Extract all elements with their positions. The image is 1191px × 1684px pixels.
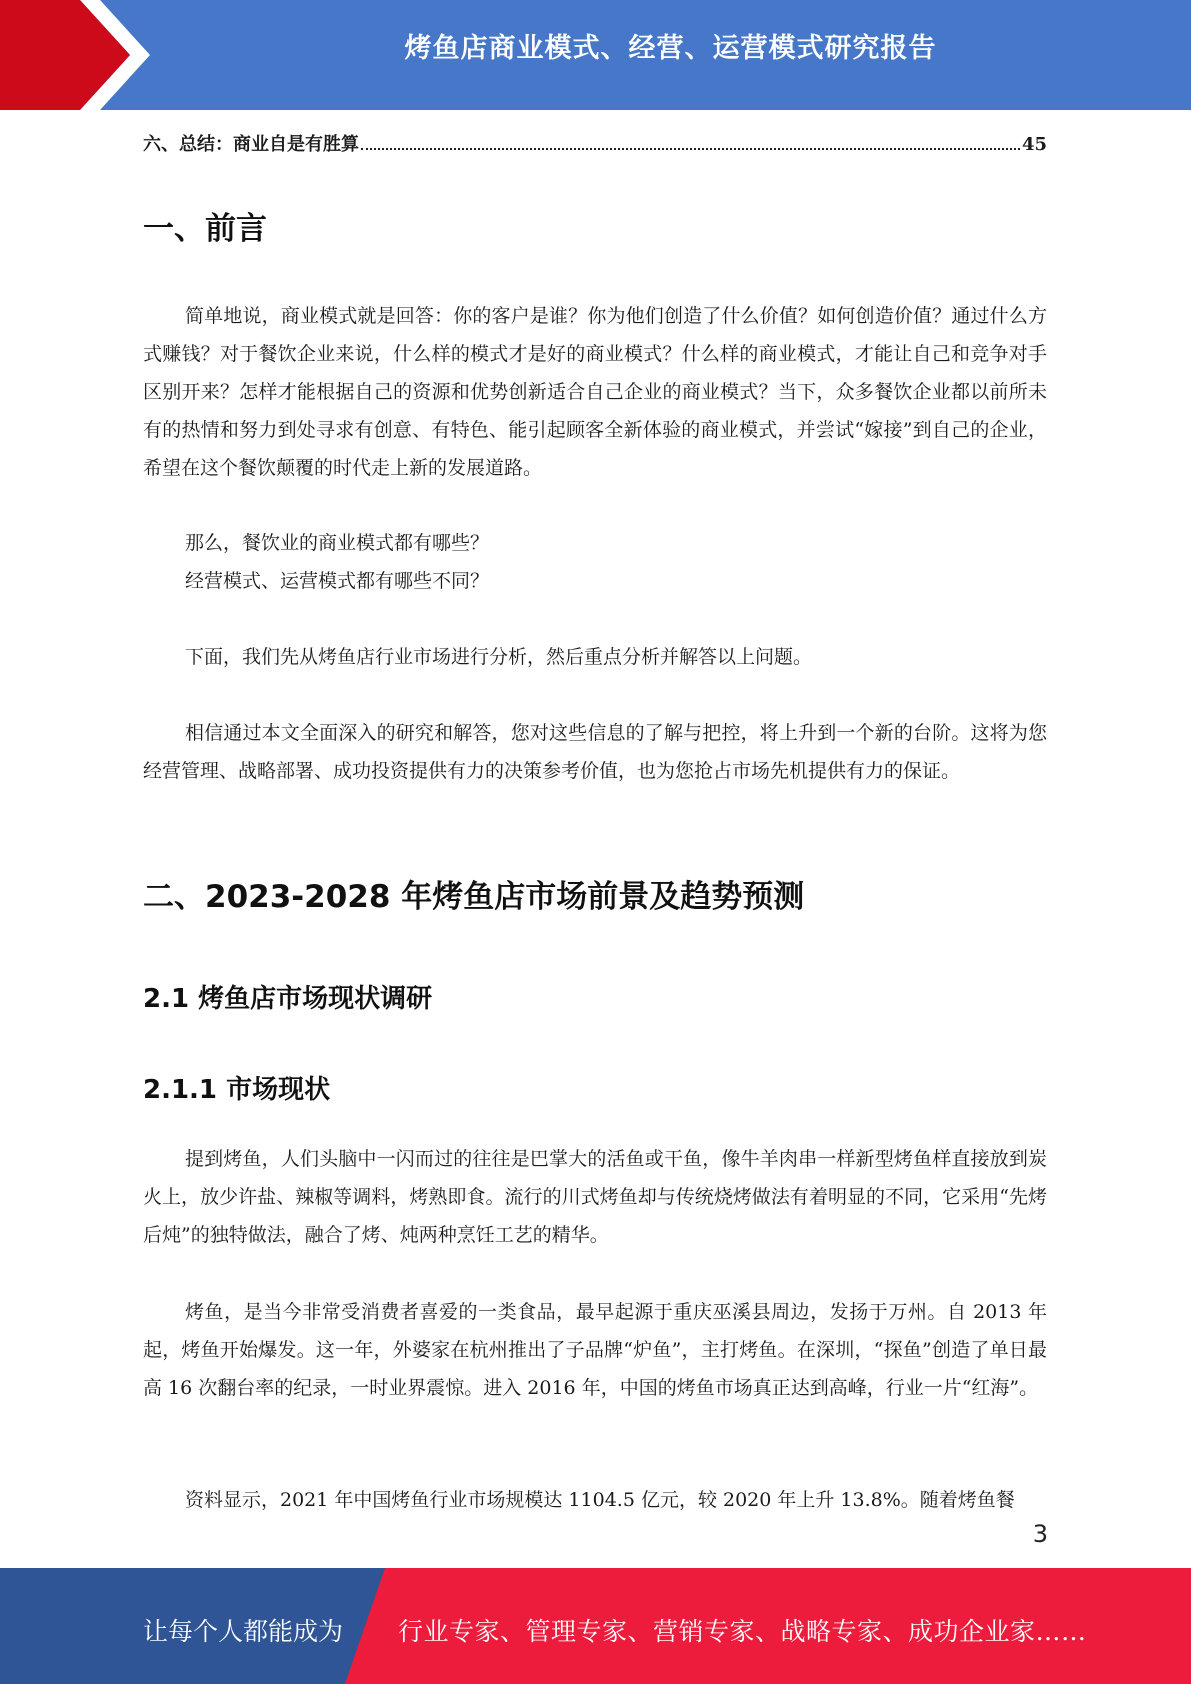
page-number: 3 — [1032, 1520, 1048, 1548]
preface-paragraph-3: 相信通过本文全面深入的研究和解答，您对这些信息的了解与把控，将上升到一个新的台阶。这将为您经营管理、战略部署、成功投资提供有力的决策参考价值，也为您抢占市场先机提供有力的保证。 — [143, 722, 1047, 782]
header-title: 烤鱼店商业模式、经营、运营模式研究报告 — [404, 33, 937, 64]
page-footer — [0, 1568, 1191, 1684]
footer-slogan-left: 让每个人都能成为 — [143, 1617, 344, 1646]
market-paragraph-3: 资料显示，2021 年中国烤鱼行业市场规模达 1104.5 亿元，较 2020 年上升 13.8%。随着烤鱼餐 — [185, 1489, 1015, 1511]
preface-paragraph-1: 简单地说，商业模式就是回答：你的客户是谁？你为他们创造了什么价值？如何创造价值？通过什么方式赚钱？对于餐饮企业来说，什么样的模式才是好的商业模式？什么样的商业模式，才能让自己和竞争对手区别开来？怎样才能根据自己的资源和优势创新适合自己企业的商业模式？当下，众多餐饮企业都以前所未有的热情和努力到处寻求有创意、有特色、能引起顾客全新体验的商业模式，并尝试“嫁接”到自己的企业，希望在这个餐饮颠覆的时代走上新的发展道路。 — [143, 305, 1047, 479]
market-paragraph-1: 提到烤鱼，人们头脑中一闪而过的往往是巴掌大的活鱼或干鱼，像牛羊肉串一样新型烤鱼样直接放到炭火上，放少许盐、辣椒等调料，烤熟即食。流行的川式烤鱼却与传统烧烤做法有着明显的不同，它采用“先烤后炖”的独特做法，融合了烤、炖两种烹饪工艺的精华。 — [143, 1148, 1047, 1246]
footer-slogan-right: 行业专家、管理专家、营销专家、战略专家、成功企业家…… — [398, 1617, 1087, 1646]
toc-entry-label: 六、总结：商业自是有胜算 — [143, 134, 359, 155]
page-header — [0, 0, 1191, 110]
toc-entry[interactable] — [143, 130, 1047, 156]
subsection-heading-2-1: 2.1 烤鱼店市场现状调研 — [143, 984, 433, 1014]
preface-question-2: 经营模式、运营模式都有哪些不同？ — [185, 570, 490, 592]
section-heading-preface: 一、前言 — [143, 211, 267, 247]
toc-leader-dots — [361, 147, 1020, 150]
preface-paragraph-2: 下面，我们先从烤鱼店行业市场进行分析，然后重点分析并解答以上问题。 — [185, 646, 813, 668]
toc-entry-page: 45 — [1021, 134, 1047, 155]
subsection-heading-2-1-1: 2.1.1 市场现状 — [143, 1075, 331, 1105]
market-paragraph-2: 烤鱼，是当今非常受消费者喜爱的一类食品，最早起源于重庆巫溪县周边，发扬于万州。自 2013 年起，烤鱼开始爆发。这一年，外婆家在杭州推出了子品牌“炉鱼”，主打烤鱼。在深圳，“探鱼”创造了单日最高 16 次翻台率的纪录，一时业界震惊。进入 2016 年，中国的烤鱼市场真正达到高峰，行业一片“红海”。 — [143, 1301, 1047, 1399]
preface-question-1: 那么，餐饮业的商业模式都有哪些？ — [185, 532, 490, 554]
section-heading-market: 二、2023-2028 年烤鱼店市场前景及趋势预测 — [143, 879, 805, 915]
